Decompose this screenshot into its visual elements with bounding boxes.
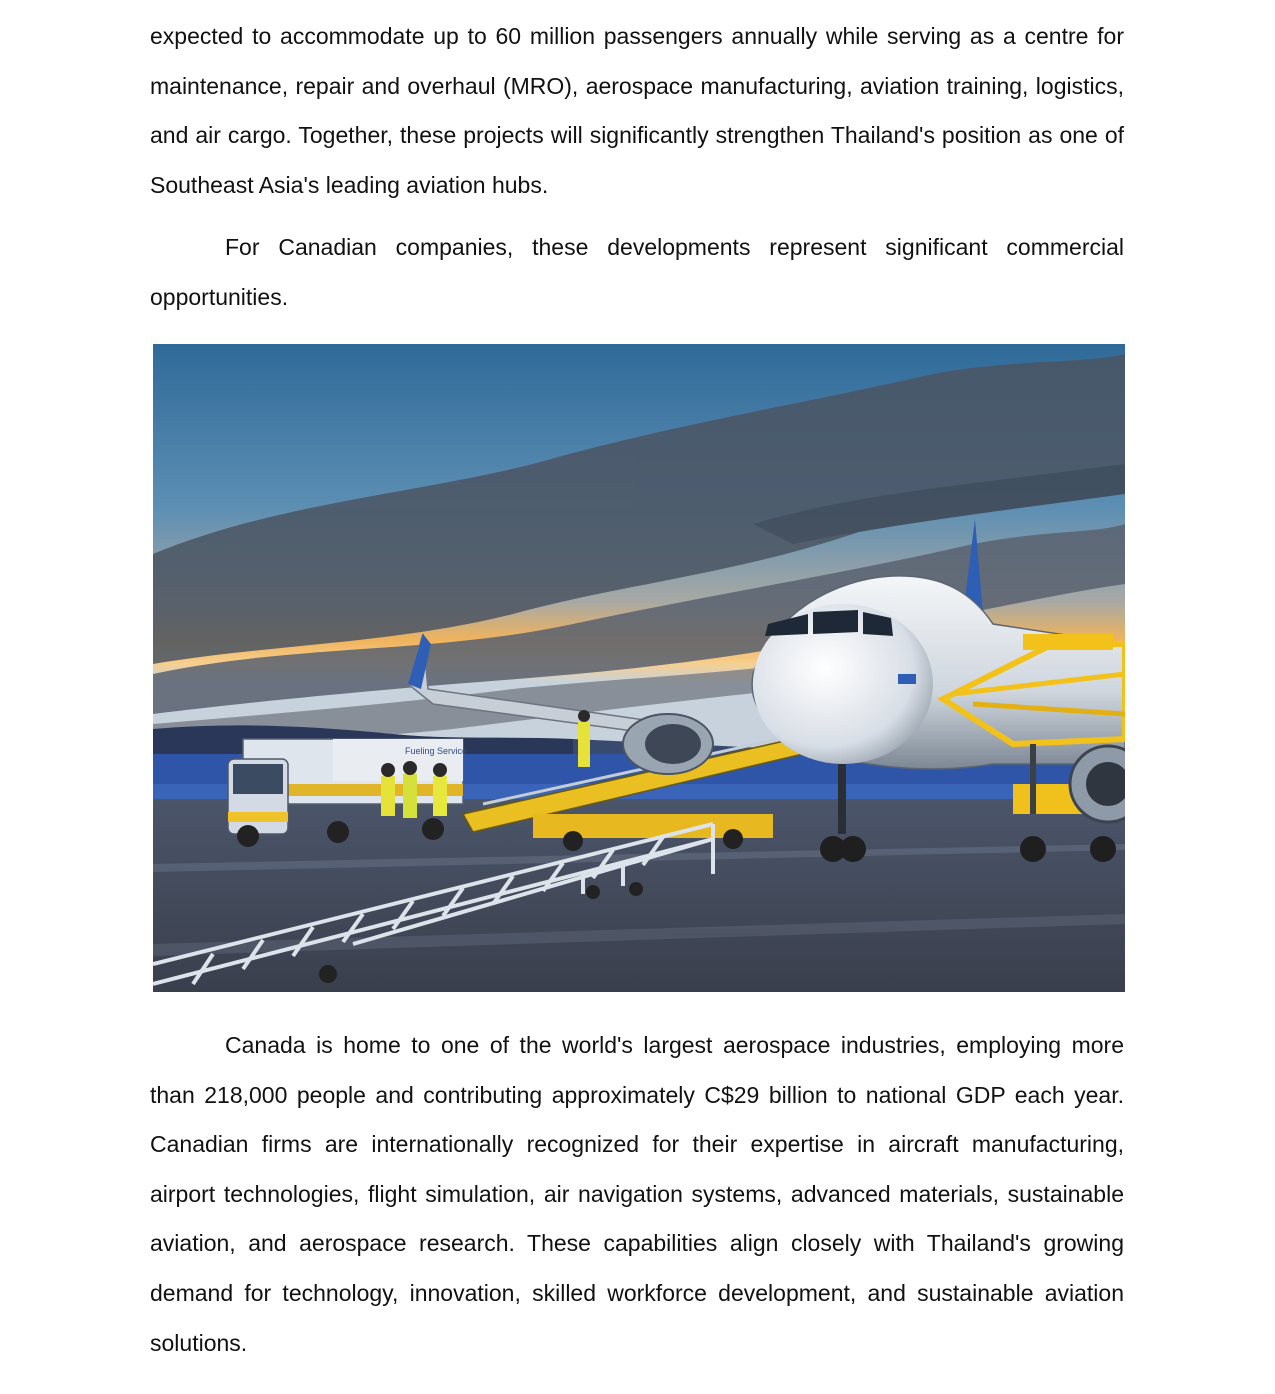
fuel-truck-label: Fueling Service — [405, 746, 468, 756]
airport-apron-photo — [153, 344, 1125, 992]
airport-photo-illustration — [153, 344, 1125, 992]
paragraph-canadian-opportunities: For Canadian companies, these developments represent significant commercial opportunities. — [150, 234, 1124, 310]
livery-mark — [898, 674, 916, 684]
fuel-truck — [228, 739, 467, 847]
paragraph-canada-aerospace: Canada is home to one of the world's largest aerospace industries, employing more than 218,000 people and contributing approximately C$29 billion to national GDP each year. Canadian firms are internationally recognized for their expertise in aircraft manufacturing, airport technologies, flight simulation, air navigation systems, advanced materials, sustainable aviation, and aerospace research. These capabilities align closely with Thailand's growing demand for technology, innovation, skilled workforce development, and sustainable aviation solutions. — [150, 1032, 1124, 1356]
paragraph-intro-continued: expected to accommodate up to 60 million passengers annually while serving as a centre for maintenance, repair and overhaul (MRO), aerospace manufacturing, aviation training, logistics, and air cargo. Together, these projects will significantly strengthen Thailand's position as one of Southeast Asia's leading aviation hubs. — [150, 23, 1124, 198]
